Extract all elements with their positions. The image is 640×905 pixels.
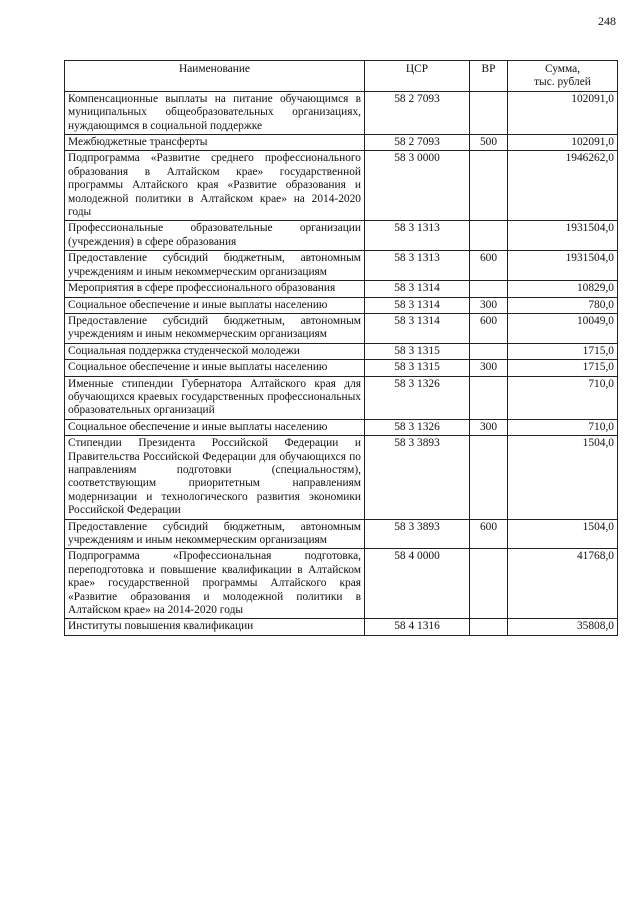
table-row — [65, 151, 618, 221]
row-name-cell: Мероприятия в сфере профессионального образования — [65, 281, 365, 297]
row-name-cell: Предоставление субсидий бюджетным, автономным учреждениям и иным некоммерческим организациям — [65, 519, 365, 549]
row-vr-cell: 300 — [470, 360, 508, 376]
row-vr-cell — [470, 619, 508, 635]
row-sum-cell: 780,0 — [508, 297, 618, 313]
row-csr-cell: 58 2 7093 — [365, 91, 470, 134]
row-sum-cell: 710,0 — [508, 419, 618, 435]
row-csr-cell: 58 3 1314 — [365, 297, 470, 313]
row-vr-cell: 600 — [470, 251, 508, 281]
row-name-cell: Социальное обеспечение и иные выплаты населению — [65, 419, 365, 435]
header-sum-line1: Сумма, — [544, 63, 581, 75]
row-csr-cell: 58 4 0000 — [365, 549, 470, 619]
row-vr-cell — [470, 151, 508, 221]
row-vr-cell — [470, 221, 508, 251]
row-name-cell: Профессиональные образовательные организации (учреждения) в сфере образования — [65, 221, 365, 251]
row-sum-cell: 1504,0 — [508, 519, 618, 549]
table-row — [65, 360, 618, 376]
row-sum-cell: 1504,0 — [508, 436, 618, 519]
row-csr-cell: 58 3 3893 — [365, 436, 470, 519]
table-row — [65, 221, 618, 251]
table-row — [65, 297, 618, 313]
table-row — [65, 376, 618, 419]
table-row — [65, 91, 618, 134]
row-csr-cell: 58 3 1314 — [365, 313, 470, 343]
table-row — [65, 281, 618, 297]
row-name-cell: Подпрограмма «Профессиональная подготовка, переподготовка и повышение квалификации в Алтайском крае» государственной программы Алтайского края «Развитие образования и молодежной политики в Алтайском крае» на 2014-2020 годы — [65, 549, 365, 619]
row-sum-cell: 1931504,0 — [508, 251, 618, 281]
row-name-cell: Межбюджетные трансферты — [65, 135, 365, 151]
table-row — [65, 419, 618, 435]
row-csr-cell: 58 3 1314 — [365, 281, 470, 297]
row-sum-cell: 1946262,0 — [508, 151, 618, 221]
row-sum-cell: 10829,0 — [508, 281, 618, 297]
row-vr-cell — [470, 281, 508, 297]
row-vr-cell — [470, 343, 508, 359]
table-row — [65, 313, 618, 343]
row-vr-cell — [470, 436, 508, 519]
row-name-cell: Предоставление субсидий бюджетным, автономным учреждениям и иным некоммерческим организациям — [65, 313, 365, 343]
row-csr-cell: 58 3 1315 — [365, 360, 470, 376]
table-row — [65, 436, 618, 519]
row-vr-cell: 600 — [470, 519, 508, 549]
row-sum-cell: 102091,0 — [508, 91, 618, 134]
row-sum-cell: 102091,0 — [508, 135, 618, 151]
row-vr-cell — [470, 549, 508, 619]
row-vr-cell — [470, 91, 508, 134]
row-name-cell: Стипендии Президента Российской Федерации и Правительства Российской Федерации для обучающихся по направлениям подготовки (специальностям), соответствующим приоритетным направлениям модернизации и технологического развития экономики Российской Федерации — [65, 436, 365, 519]
table-header-row — [65, 61, 618, 92]
row-csr-cell: 58 3 1326 — [365, 376, 470, 419]
row-csr-cell: 58 3 1326 — [365, 419, 470, 435]
table-row — [65, 343, 618, 359]
table-row — [65, 519, 618, 549]
header-sum-line2: тыс. рублей — [534, 76, 591, 89]
row-csr-cell: 58 3 0000 — [365, 151, 470, 221]
row-sum-cell: 10049,0 — [508, 313, 618, 343]
table-row — [65, 619, 618, 635]
row-csr-cell: 58 3 3893 — [365, 519, 470, 549]
row-sum-cell: 41768,0 — [508, 549, 618, 619]
row-csr-cell: 58 4 1316 — [365, 619, 470, 635]
row-name-cell: Компенсационные выплаты на питание обучающимся в муниципальных общеобразовательных организациях, нуждающимся в социальной поддержке — [65, 91, 365, 134]
row-vr-cell: 300 — [470, 297, 508, 313]
row-sum-cell: 35808,0 — [508, 619, 618, 635]
row-sum-cell: 710,0 — [508, 376, 618, 419]
budget-table — [64, 60, 618, 636]
row-csr-cell: 58 3 1313 — [365, 221, 470, 251]
row-name-cell: Подпрограмма «Развитие среднего профессионального образования в Алтайском крае» государственной программы Алтайского края «Развитие образования и молодежной политики в Алтайском крае» на 2014-2020 годы — [65, 151, 365, 221]
header-csr: ЦСР — [365, 61, 470, 92]
row-name-cell: Социальное обеспечение и иные выплаты населению — [65, 297, 365, 313]
row-name-cell: Социальная поддержка студенческой молодежи — [65, 343, 365, 359]
row-sum-cell: 1715,0 — [508, 343, 618, 359]
page-number: 248 — [598, 14, 616, 28]
header-vr: ВР — [470, 61, 508, 92]
table-row — [65, 251, 618, 281]
header-sum — [508, 61, 618, 92]
row-vr-cell: 600 — [470, 313, 508, 343]
row-name-cell: Социальное обеспечение и иные выплаты населению — [65, 360, 365, 376]
row-sum-cell: 1715,0 — [508, 360, 618, 376]
row-name-cell: Именные стипендии Губернатора Алтайского края для обучающихся краевых государственных профессиональных образовательных организаций — [65, 376, 365, 419]
row-csr-cell: 58 3 1313 — [365, 251, 470, 281]
row-name-cell: Институты повышения квалификации — [65, 619, 365, 635]
row-vr-cell — [470, 376, 508, 419]
row-sum-cell: 1931504,0 — [508, 221, 618, 251]
row-vr-cell: 500 — [470, 135, 508, 151]
row-vr-cell: 300 — [470, 419, 508, 435]
header-name: Наименование — [65, 61, 365, 92]
table-row — [65, 135, 618, 151]
table-row — [65, 549, 618, 619]
row-name-cell: Предоставление субсидий бюджетным, автономным учреждениям и иным некоммерческим организациям — [65, 251, 365, 281]
row-csr-cell: 58 2 7093 — [365, 135, 470, 151]
row-csr-cell: 58 3 1315 — [365, 343, 470, 359]
